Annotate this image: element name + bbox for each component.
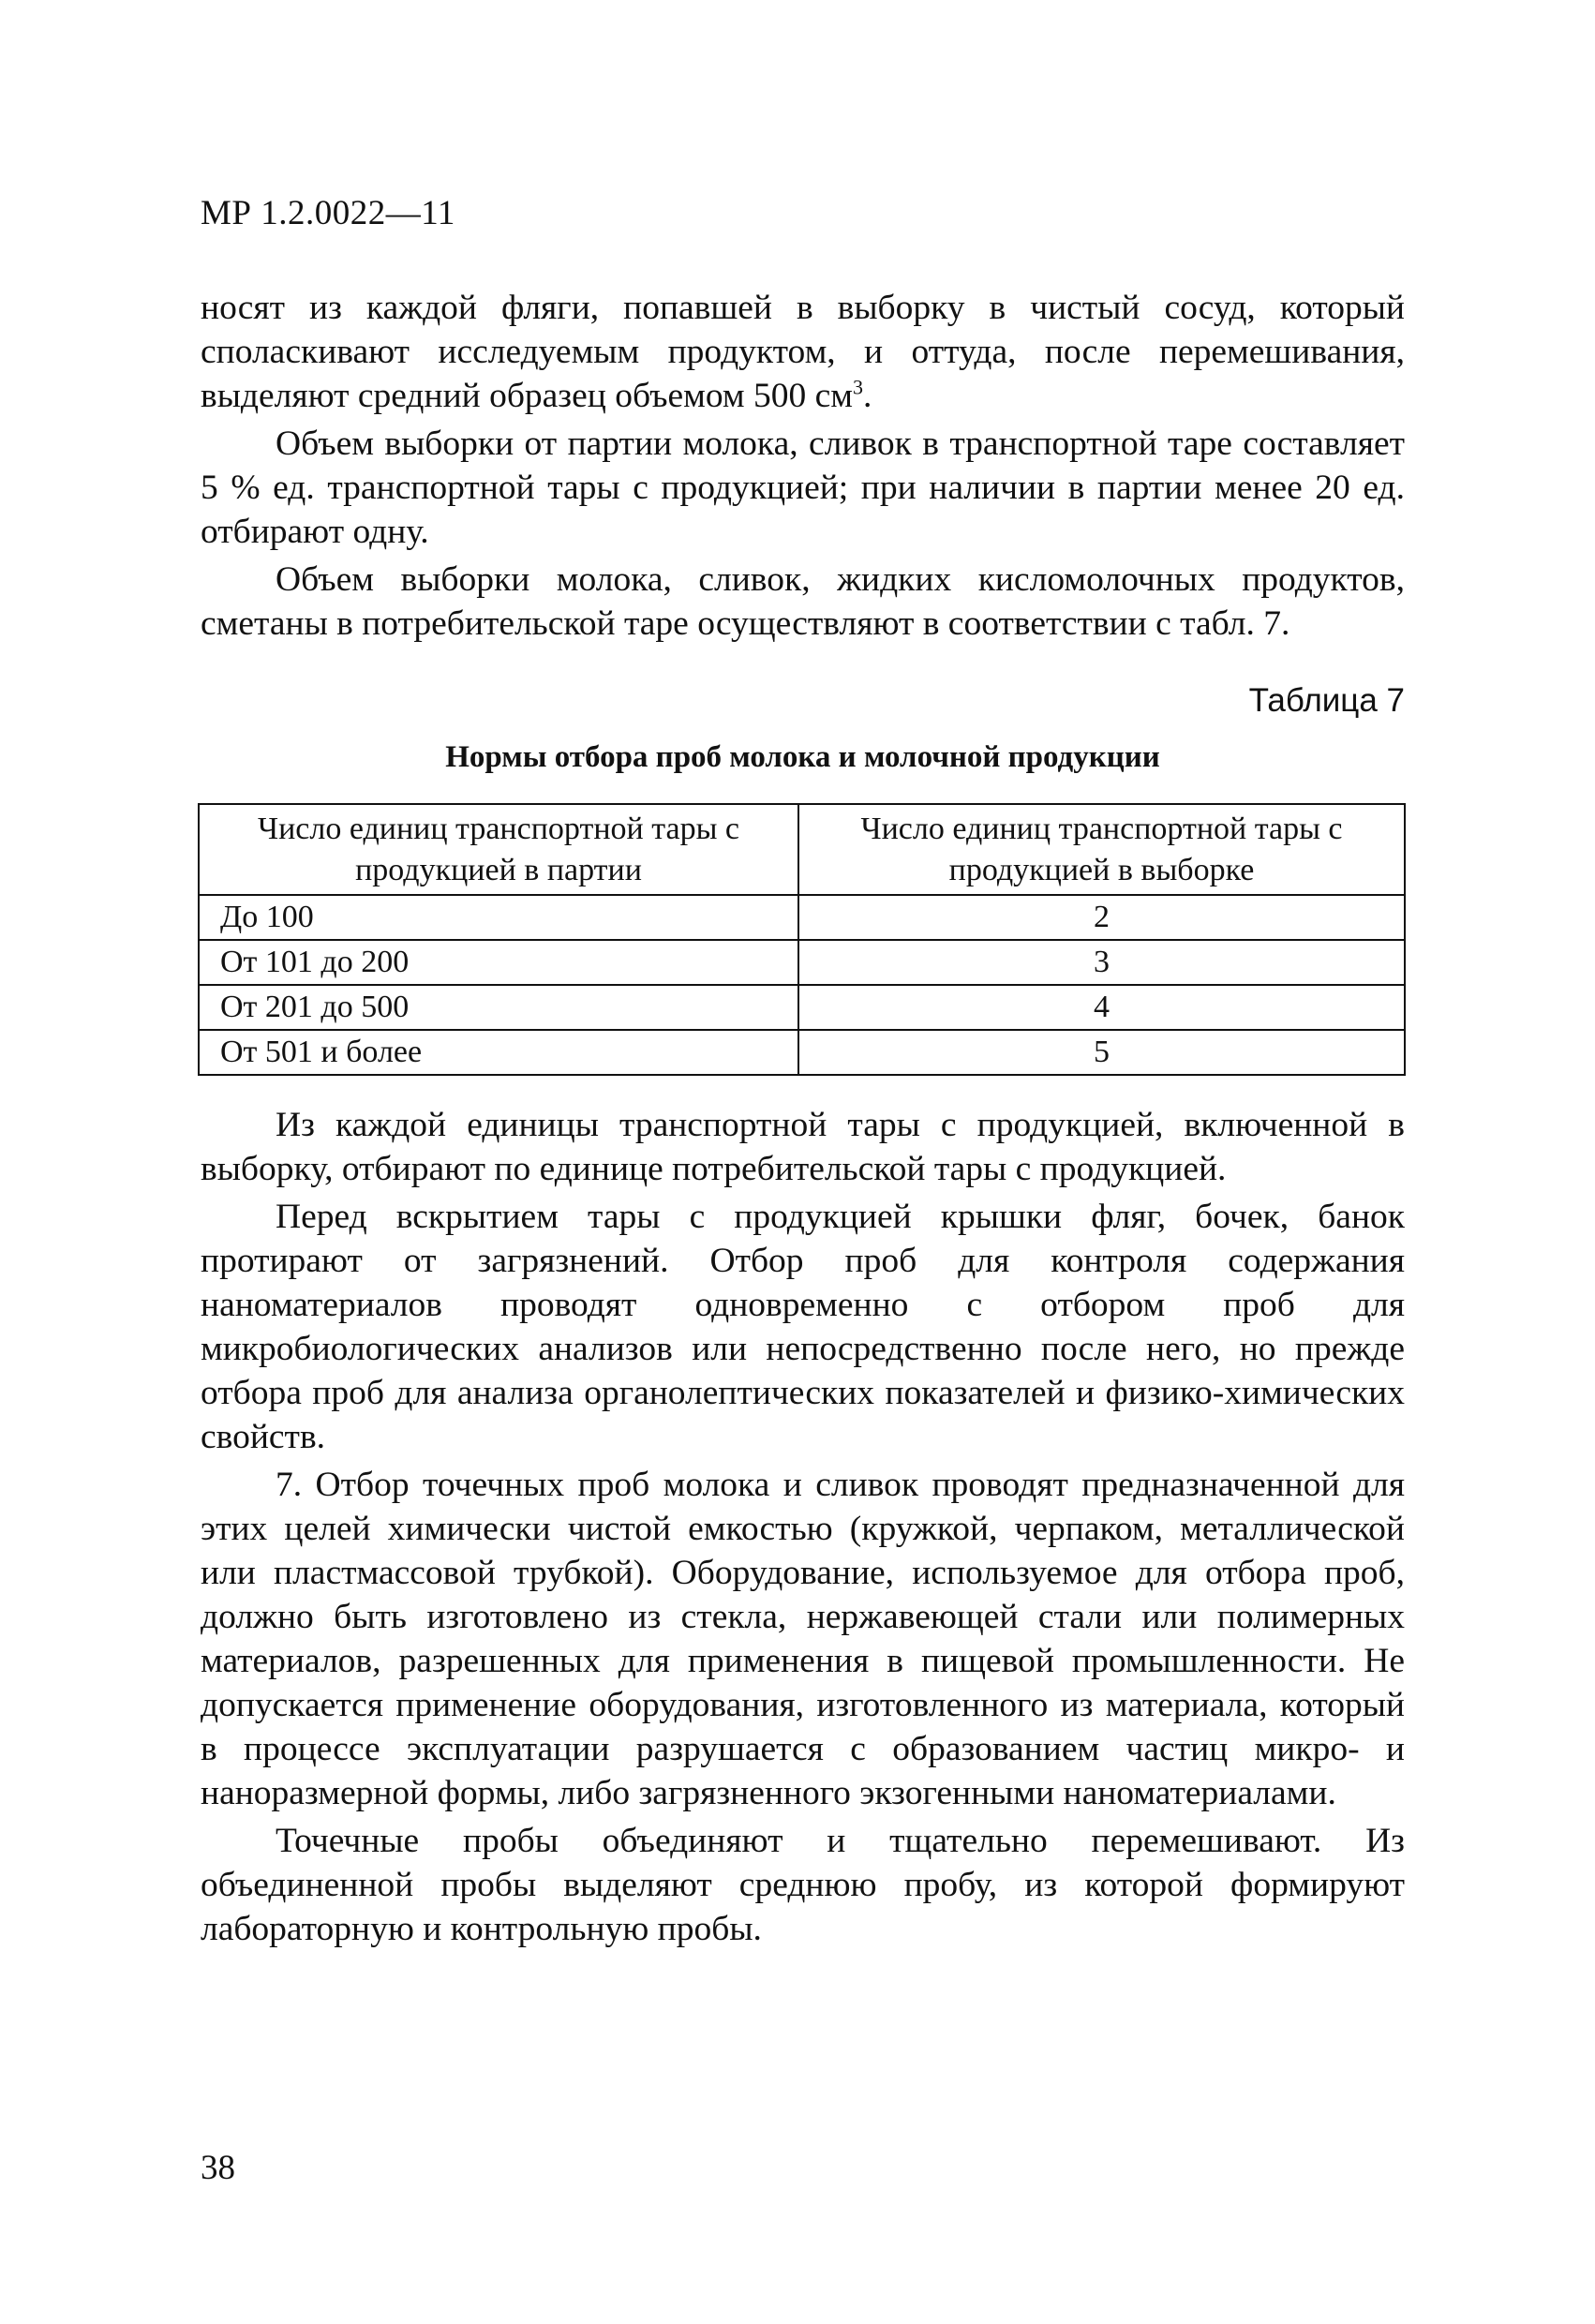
text-block-top bbox=[201, 286, 1405, 646]
table-title: Нормы отбора проб молока и молочной продукции bbox=[445, 740, 1160, 774]
table-row bbox=[199, 1030, 1405, 1075]
column-header-sample: Число единиц транспортной тары с продукцией в выборке bbox=[798, 804, 1405, 895]
paragraph: Объем выборки от партии молока, сливок в транспортной таре составляет 5 % ед. транспортной тары с продукцией; при наличии в партии менее 20 ед. отбирают одну. bbox=[201, 425, 1405, 551]
superscript: 3 bbox=[853, 375, 864, 399]
text-block-bottom bbox=[201, 1103, 1405, 1951]
cell-range: От 501 и более bbox=[199, 1030, 798, 1075]
cell-range: От 201 до 500 bbox=[199, 985, 798, 1030]
cell-count: 3 bbox=[798, 940, 1405, 985]
cell-count: 2 bbox=[798, 895, 1405, 940]
column-header-batch: Число единиц транспортной тары с продукцией в партии bbox=[199, 804, 798, 895]
paragraph-tail: . bbox=[863, 377, 872, 415]
cell-count: 4 bbox=[798, 985, 1405, 1030]
paragraph-continuation bbox=[201, 286, 1405, 418]
cell-range: До 100 bbox=[199, 895, 798, 940]
table-row bbox=[199, 985, 1405, 1030]
document-code: МР 1.2.0022—11 bbox=[201, 194, 455, 232]
table-header-row bbox=[199, 804, 1405, 895]
table-row bbox=[199, 895, 1405, 940]
cell-range: От 101 до 200 bbox=[199, 940, 798, 985]
sampling-norms-table bbox=[198, 803, 1406, 1076]
paragraph: Объем выборки молока, сливок, жидких кисломолочных продуктов, сметаны в потребительской таре осуществляют в соответствии с табл. 7. bbox=[201, 560, 1405, 643]
paragraph: 7. Отбор точечных проб молока и сливок проводят предназначенной для этих целей химически чистой емкостью (кружкой, черпаком, металлической или пластмассовой трубкой). Оборудование, используемое для отбора проб, должно быть изготовлено из стекла, нержавеющей стали или полимерных материалов, разрешенных для применения в пищевой промышленности. Не допускается применение оборудования, изготовленного из материала, который в процессе эксплуатации разрушается с образованием частиц микро- и наноразмерной формы, либо загрязненного экзогенными наноматериалами. bbox=[201, 1466, 1405, 1812]
table-label: Таблица 7 bbox=[1248, 682, 1405, 719]
paragraph: Точечные пробы объединяют и тщательно перемешивают. Из объединенной пробы выделяют среднюю пробу, из которой формируют лабораторную и контрольную пробы. bbox=[201, 1822, 1405, 1948]
paragraph: Из каждой единицы транспортной тары с продукцией, включенной в выборку, отбирают по единице потребительской тары с продукцией. bbox=[201, 1106, 1405, 1188]
cell-count: 5 bbox=[798, 1030, 1405, 1075]
table-row bbox=[199, 940, 1405, 985]
paragraph-text: носят из каждой фляги, попавшей в выборку в чистый сосуд, который споласкивают исследуемым продуктом, и оттуда, после перемешивания, выделяют средний образец объемом 500 см bbox=[201, 289, 1405, 415]
page-number: 38 bbox=[201, 2149, 235, 2187]
paragraph: Перед вскрытием тары с продукцией крышки фляг, бочек, банок протирают от загрязнений. Отбор проб для контроля содержания наноматериалов проводят одновременно с отбором проб для микробиологических анализов или непосредственно после него, но прежде отбора проб для анализа органолептических показателей и физико-химических свойств. bbox=[201, 1198, 1405, 1456]
